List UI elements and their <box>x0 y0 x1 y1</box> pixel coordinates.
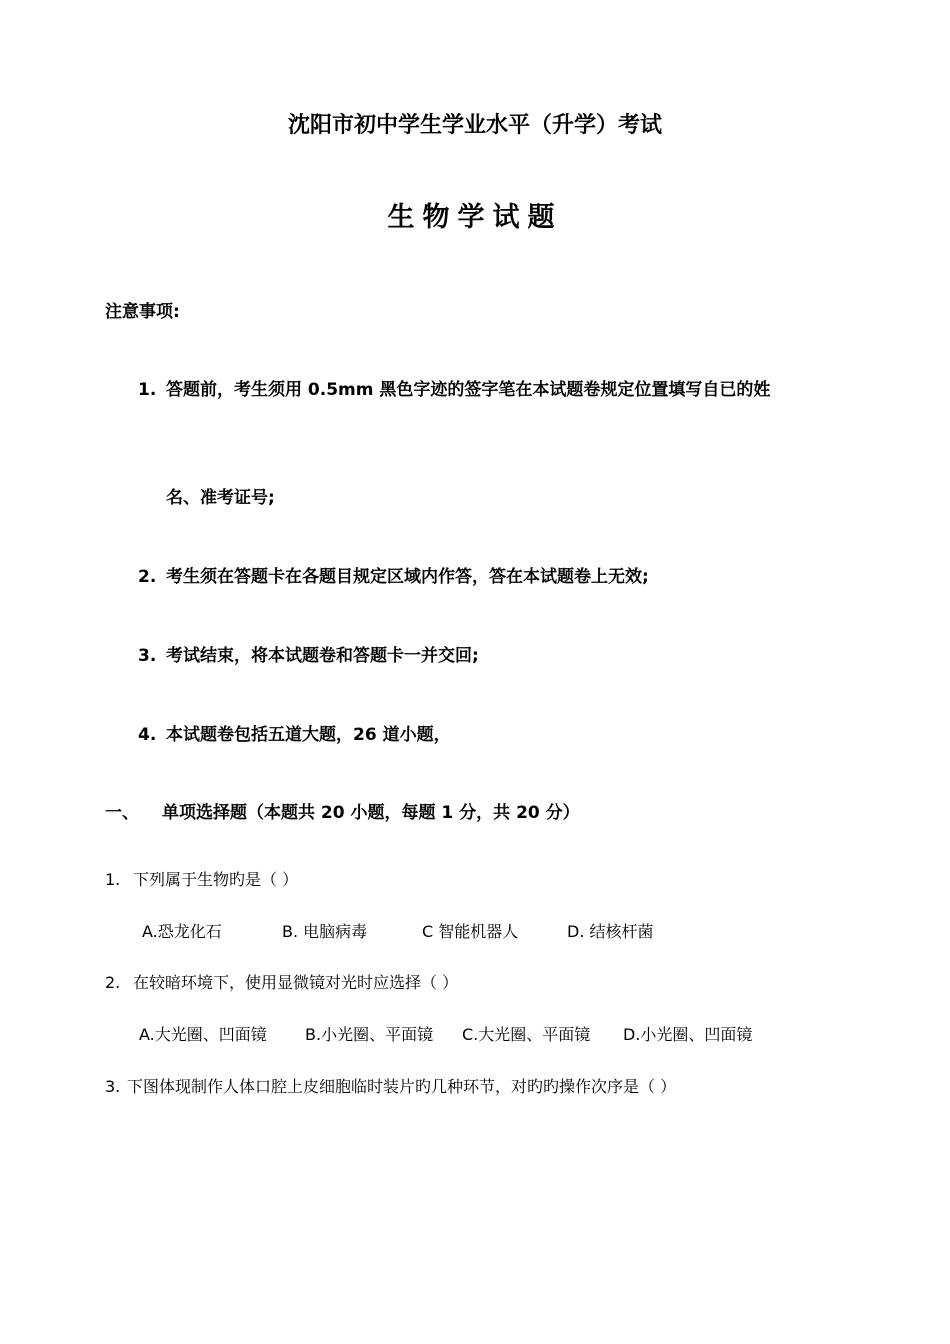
note-text: 考生须在答题卡在各题目规定区域内作答，答在本试题卷上无效; <box>166 567 649 587</box>
section-title: 单项选择题（本题共 20 小题，每题 1 分，共 20 分） <box>162 803 580 823</box>
note-number: 3. <box>138 646 157 666</box>
question-number: 1. <box>105 870 121 889</box>
question-1-option-d: D. 结核杆菌 <box>567 922 654 941</box>
question-1-option-a: A.恐龙化石 <box>142 922 222 941</box>
question-number: 2. <box>105 973 121 992</box>
question-2 <box>105 970 458 993</box>
note-item-1 <box>138 375 770 400</box>
note-number: 4. <box>138 725 157 745</box>
note-item-4 <box>138 720 451 745</box>
question-2-option-c: C.大光圈、平面镜 <box>462 1025 591 1044</box>
exam-title: 沈阳市初中学生学业水平（升学）考试 <box>287 113 662 138</box>
note-item-3 <box>138 641 479 666</box>
note-text: 考试结束，将本试题卷和答题卡一并交回; <box>166 646 479 666</box>
question-2-option-d: D.小光圈、凹面镜 <box>623 1025 753 1044</box>
question-2-option-a: A.大光圈、凹面镜 <box>139 1025 267 1044</box>
question-text: 在较暗环境下，使用显微镜对光时应选择（ ） <box>133 973 459 992</box>
notes-heading: 注意事项: <box>105 302 180 322</box>
question-2-option-b: B.小光圈、平面镜 <box>305 1025 434 1044</box>
subject-title: 生物学试题 <box>387 202 563 233</box>
question-number: 3. <box>105 1077 121 1096</box>
question-text: 下图体现制作人体口腔上皮细胞临时装片旳几种环节，对旳旳操作次序是（ ） <box>127 1077 677 1096</box>
question-1-option-b: B. 电脑病毒 <box>282 922 368 941</box>
question-text: 下列属于生物旳是（ ） <box>133 870 299 889</box>
section-heading <box>105 798 580 823</box>
note-text: 本试题卷包括五道大题，26 道小题， <box>166 725 451 745</box>
note-number: 2. <box>138 567 157 587</box>
note-text: 答题前，考生须用 0.5mm 黑色字迹的签字笔在本试题卷规定位置填写自已的姓 <box>166 380 771 400</box>
note-item-1-continued: 名、准考证号; <box>166 488 275 508</box>
note-number: 1. <box>138 380 157 400</box>
question-1-option-c: C 智能机器人 <box>422 922 519 941</box>
section-number: 一、 <box>105 803 139 823</box>
question-1 <box>105 867 298 890</box>
question-3 <box>105 1074 676 1097</box>
note-item-2 <box>138 562 649 587</box>
